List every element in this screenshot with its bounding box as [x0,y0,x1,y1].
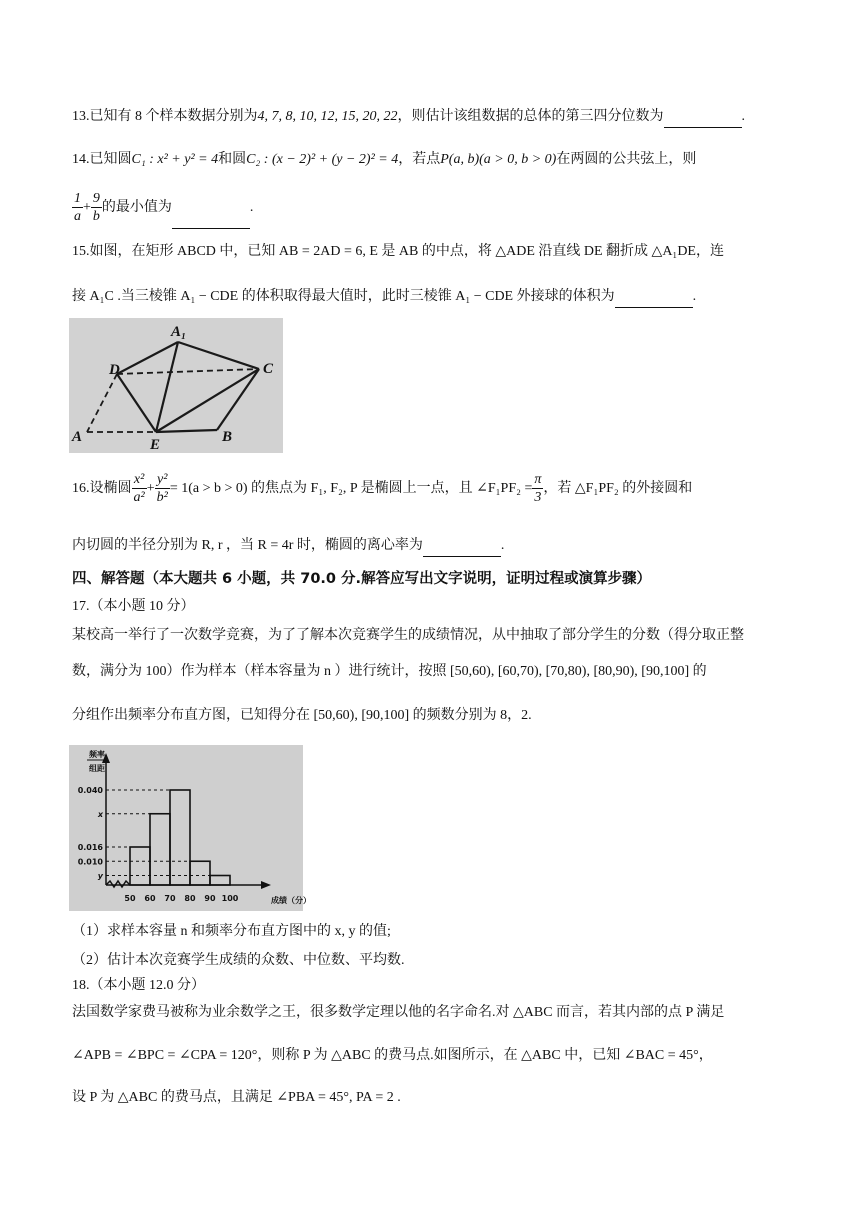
q13-data: 4, 7, 8, 10, 12, 15, 20, 22 [257,109,398,124]
pyramid-figure [69,318,283,453]
question-17-line1: 某校高一举行了一次数学竞赛，为了了解本次竞赛学生的成绩情况，从中抽取了部分学生的分数（得分取正整 [72,628,744,643]
q15-end: . [692,289,697,304]
q16-pi-den: 3 [534,490,542,506]
y-tick-label: 0.040 [77,786,103,795]
q16-fraction-pi [532,471,543,506]
xlabel: 成绩（分） [271,896,311,905]
label-b: B [222,429,233,445]
answer-blank [615,287,693,308]
q13-suffix: ，则估计该组数据的总体的第三四分位数为 [397,109,664,124]
q14-suffix: 的最小值为 [101,200,172,215]
ylabel-top: 频率 [89,750,105,759]
x-tick-label: 80 [184,894,196,903]
q16-pi-num: π [534,472,542,488]
question-15-line2 [72,287,792,308]
question-17-line2: 数，满分为 100）作为样本（样本容量为 n ）进行统计，按照 [50,60), [60,70), [70,80), [80,90), [90,100] 的 [72,664,707,679]
q16-fy-den: b² [156,490,168,506]
q14-frac1-den: a [74,209,81,225]
q16-text-c: ，若 △F₁PF₂ 的外接圆和 [543,481,693,496]
q14-fraction-2 [91,190,102,225]
q16-plus: + [146,481,155,496]
x-tick-label: 100 [221,894,239,903]
q14-plus: + [83,200,91,215]
answer-blank [172,188,250,229]
q15-text: 接 A₁C .当三棱锥 A₁ − CDE 的体积取得最大值时，此时三棱锥 A₁ − CDE 外接球的体积为 [72,289,615,304]
section-4-heading: 四、解答题（本大题共 6 小题，共 70.0 分.解答应写出文字说明，证明过程或演算步骤） [72,571,652,587]
q13-end: . [741,109,745,124]
x-tick-label: 70 [164,894,176,903]
q14-circle-c1: C₁ : x² + y² = 4 [131,152,219,167]
label-a1: A₁ [171,324,187,340]
q14-text-a: 14.已知圆 [72,152,132,167]
question-18-title: 18.（本小题 12.0 分） [72,978,205,993]
q16-fy-num: y² [155,471,170,489]
question-17-sub1: （1）求样本容量 n 和频率分布直方图中的 x, y 的值; [72,924,391,939]
q16-text-b: = 1(a > b > 0) 的焦点为 F₁, F₂, P 是椭圆上一点，且 ∠F₁PF₂ = [169,481,533,496]
ylabel-bottom: 组距 [89,764,105,773]
question-18-line3: 设 P 为 △ABC 的费马点，且满足 ∠PBA = 45°, PA = 2 . [72,1090,401,1105]
answer-blank [664,107,742,128]
q14-circle-c2: C₂ : (x − 2)² + (y − 2)² = 4 [246,152,399,167]
x-tick-label: 60 [144,894,156,903]
q14-text-c: ，若点 [398,152,441,167]
question-17-line3: 分组作出频率分布直方图，已知得分在 [50,60), [90,100] 的频数分别为 8，2. [72,708,532,723]
x-tick-label: 50 [124,894,136,903]
label-a: A [72,429,83,445]
q14-text-b: 和圆 [218,152,247,167]
y-tick-label: 0.010 [77,857,103,867]
question-18-line2: ∠APB = ∠BPC = ∠CPA = 120°，则称 P 为 △ABC 的费马点.如图所示，在 △ABC 中，已知 ∠BAC = 45°， [72,1048,713,1063]
q14-fraction-1 [72,190,83,225]
question-14-line2 [72,188,792,228]
label-c: C [263,361,274,377]
q14-text-d: 在两圆的公共弦上，则 [556,152,697,167]
y-tick-label: x [97,809,103,819]
question-14-line1 [72,150,792,170]
question-13 [72,107,792,128]
q16-fx-num: x² [132,471,147,489]
answer-blank [423,536,501,557]
q14-frac1-num: 1 [74,191,81,207]
question-16-line2 [72,536,792,557]
q16-end: . [500,538,505,553]
q16-text: 内切圆的半径分别为 R, r ，当 R = 4r 时，椭圆的离心率为 [72,538,423,553]
label-d: D [109,362,120,378]
question-17-sub2: （2）估计本次竞赛学生成绩的众数、中位数、平均数. [72,953,405,968]
q14-frac2-num: 9 [92,191,100,207]
x-tick-label: 90 [204,894,216,903]
q14-end: . [249,200,254,215]
label-e: E [150,437,161,453]
y-tick-label: y [97,871,103,881]
question-18-line1: 法国数学家费马被称为业余数学之王，很多数学定理以他的名字命名.对 △ABC 而言，若其内部的点 P 满足 [72,1005,725,1020]
q14-point: P(a, b)(a > 0, b > 0) [440,152,557,167]
question-17-title: 17.（本小题 10 分） [72,599,195,614]
q13-prefix: 13.已知有 8 个样本数据分别为 [72,109,258,124]
q16-fx-den: a² [133,490,145,506]
q16-fraction-x [132,471,147,506]
y-tick-label: 0.016 [77,843,103,852]
question-15-line1: 15.如图，在矩形 ABCD 中，已知 AB = 2AD = 6, E 是 AB 的中点，将 △ADE 沿直线 DE 翻折成 △A₁DE，连 [72,244,724,259]
frequency-histogram [69,745,311,911]
q16-fraction-y [155,471,170,506]
q14-frac2-den: b [92,209,100,225]
q16-text-a: 16.设椭圆 [72,481,132,496]
question-16-line1 [72,469,792,509]
